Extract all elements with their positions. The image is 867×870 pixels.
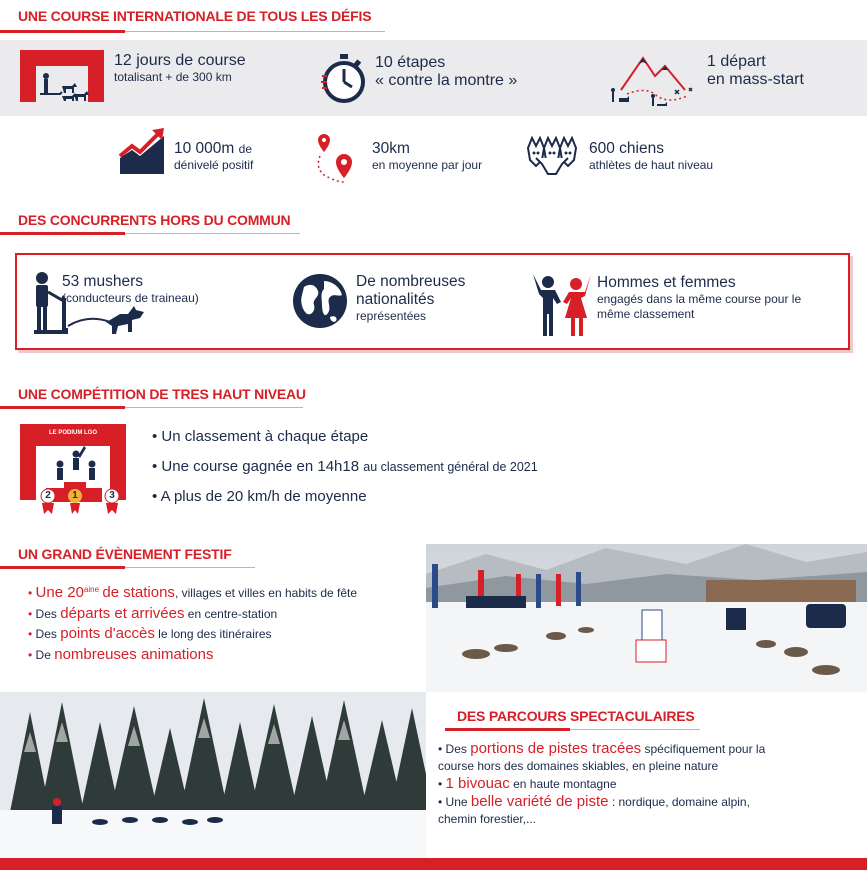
mountain-route-icon xyxy=(607,50,699,110)
bullet-red: nombreuses animations xyxy=(54,645,214,663)
item-hommes-femmes xyxy=(531,272,801,338)
stat-big: 12 jours de course xyxy=(114,52,246,69)
list-item: • Une $20^{aine}$ de stations, villages et villes en habits de fête xyxy=(28,584,358,601)
list-item: • A plus de 20 km/h de moyenne xyxy=(152,488,367,505)
item-mushers xyxy=(28,270,199,338)
competition-list xyxy=(152,428,538,518)
title-underline xyxy=(0,566,125,569)
title-underline xyxy=(0,406,125,409)
title-underline xyxy=(0,30,125,33)
bullet-red: Une 20 xyxy=(35,584,84,601)
list-item: • Des portions de pistes tracées spécifiquement pour la course hors des domaines skiables, en pleine nature xyxy=(438,740,766,773)
item-small-2: même classement xyxy=(597,307,695,321)
bullet-red: belle variété de piste xyxy=(470,793,609,810)
podium-number-1: 1 xyxy=(72,490,78,501)
stat-small: en moyenne par jour xyxy=(372,158,483,172)
stat-denivele xyxy=(118,128,253,176)
title-underline xyxy=(0,232,125,235)
item-nationalites xyxy=(292,273,465,329)
item-big-2: nationalités xyxy=(356,291,435,308)
stat-small: totalisant + de 300 km xyxy=(114,70,232,84)
title-underline xyxy=(445,728,570,731)
bullet-pre: Des xyxy=(35,606,61,621)
stopwatch-icon xyxy=(321,52,367,104)
item-small: (conducteurs de traineau) xyxy=(62,291,199,305)
title-rule xyxy=(570,729,700,730)
parcours-list xyxy=(438,740,858,828)
map-pins-icon xyxy=(308,132,358,188)
stat-big: 600 chiens xyxy=(589,140,664,157)
list-item: • Une belle variété de piste : nordique, domaine alpin, chemin forestier,... xyxy=(438,793,750,826)
stat-big-2: « contre la montre » xyxy=(375,72,518,89)
bullet-text: A plus de 20 km/h de moyenne xyxy=(160,488,367,505)
stat-km xyxy=(308,132,482,188)
stat-small: dénivelé positif xyxy=(174,158,254,172)
title-rule xyxy=(125,407,303,408)
title-rule xyxy=(125,567,255,568)
bullet-rest: : nordique, domaine alpin, xyxy=(608,795,750,809)
finish-arch-sled-icon xyxy=(18,46,106,104)
bullet-pre: Des xyxy=(445,742,471,756)
item-small: engagés dans la même course pour le xyxy=(597,292,802,306)
list-item: • Une course gagnée en 14h18 au classement général de 2021 xyxy=(152,458,538,475)
bullet-rest: en haute montagne xyxy=(509,777,617,791)
footer-bar xyxy=(0,858,867,870)
stat-big: 1 départ xyxy=(707,53,766,70)
bullet-rest: , villages et villes en habits de fête xyxy=(174,586,358,600)
stat-big: 30km xyxy=(372,140,410,157)
bullet-pre: De xyxy=(35,647,55,662)
bullet-sup: aine xyxy=(83,585,100,594)
stat-big-2: en mass-start xyxy=(707,71,804,88)
bullet-pre: Des xyxy=(35,627,61,641)
man-woman-icon xyxy=(531,272,593,338)
section-title-course: UNE COURSE INTERNATIONALE DE TOUS LES DÉFIS xyxy=(18,8,372,24)
bullet-pre: Une xyxy=(445,795,471,809)
title-rule xyxy=(125,233,300,234)
globe-icon xyxy=(292,273,348,329)
festif-list xyxy=(28,580,357,665)
stat-small: athlètes de haut niveau xyxy=(589,158,714,172)
bullet-red-2: de stations xyxy=(102,584,175,601)
title-rule xyxy=(125,31,385,32)
podium-label: LE PODIUM LGO xyxy=(49,430,97,436)
list-item: • Des points d'accès le long des itinéraires xyxy=(28,625,272,642)
stat-chiens xyxy=(525,134,713,176)
stat-big: 10 étapes xyxy=(375,54,446,71)
bullet-red: points d'accès xyxy=(60,625,155,642)
podium-number-3: 3 xyxy=(109,490,115,501)
bullet-red: portions de pistes tracées xyxy=(470,740,642,757)
stat-big-value: 10 000m xyxy=(174,140,235,157)
podium-number-2: 2 xyxy=(45,490,51,501)
bullet-line2: course hors des domaines skiables, en pleine nature xyxy=(438,759,719,773)
item-big: Hommes et femmes xyxy=(597,274,736,291)
list-item: • 1 bivouac en haute montagne xyxy=(438,775,617,792)
bullet-red: départs et arrivées xyxy=(60,604,185,622)
section-title-festif: UN GRAND ÉVÈNEMENT FESTIF xyxy=(18,546,232,562)
item-small: représentées xyxy=(356,309,427,323)
item-big: De nombreuses xyxy=(356,273,466,290)
forest-photo xyxy=(0,692,426,858)
stat-etapes xyxy=(321,52,517,104)
husky-dogs-icon xyxy=(525,134,581,176)
stat-big-suffix: de xyxy=(238,142,252,156)
stat-big xyxy=(174,140,253,158)
list-item: • Des départs et arrivées en centre-station xyxy=(28,604,278,622)
bullet-rest: en centre-station xyxy=(184,606,278,621)
stat-jours xyxy=(18,46,246,104)
bullet-red: 1 bivouac xyxy=(445,775,510,792)
bullet-suffix: au classement général de 2021 xyxy=(363,460,538,474)
bullet-text: Une course gagnée en 14h18 xyxy=(161,458,360,475)
section-title-competition: UNE COMPÉTITION DE TRES HAUT NIVEAU xyxy=(18,386,306,402)
rising-chart-icon xyxy=(118,128,166,176)
bullet-line2: chemin forestier,... xyxy=(438,812,537,826)
bullet-rest: spécifiquement pour la xyxy=(641,742,766,756)
section-title-concurrents: DES CONCURRENTS HORS DU COMMUN xyxy=(18,212,291,228)
list-item: • Un classement à chaque étape xyxy=(152,428,369,445)
stat-depart xyxy=(607,50,804,110)
bullet-rest: le long des itinéraires xyxy=(154,627,272,641)
race-start-photo xyxy=(426,544,867,692)
list-item: • De nombreuses animations xyxy=(28,645,214,663)
bullet-text: Un classement à chaque étape xyxy=(161,428,369,445)
section-title-parcours: DES PARCOURS SPECTACULAIRES xyxy=(457,708,695,724)
item-big: 53 mushers xyxy=(62,273,143,290)
podium-graphic xyxy=(20,424,128,516)
